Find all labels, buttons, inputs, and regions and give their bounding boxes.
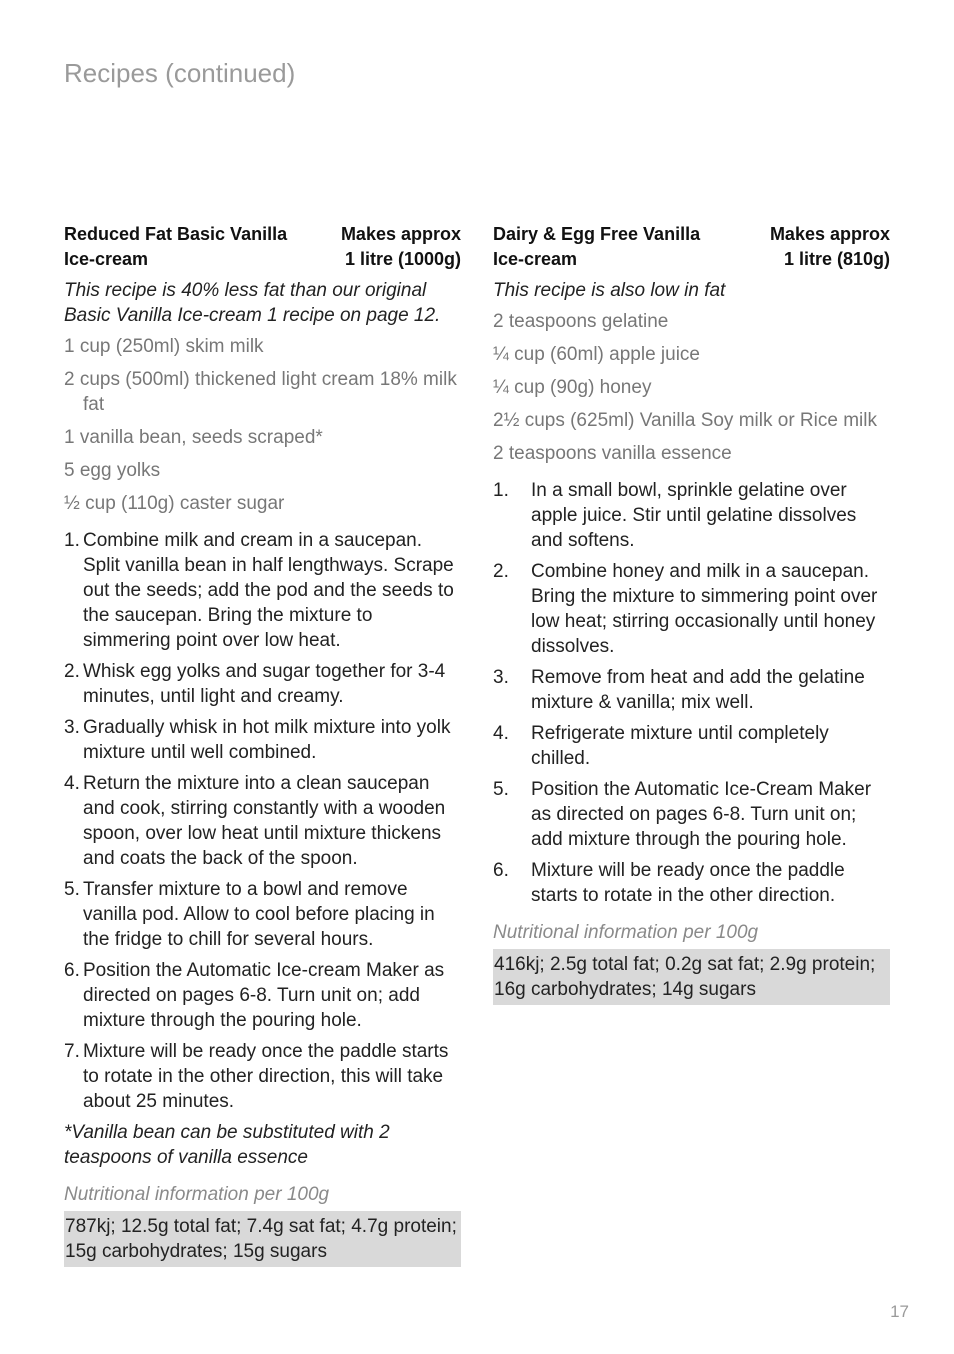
ingredient-item: 5 egg yolks [64,460,161,481]
step-text: Whisk egg yolks and sugar together for 3-4 minutes, until light and creamy. [83,661,446,707]
method-list [493,478,890,908]
step-text: Remove from heat and add the gelatine mixture & vanilla; mix well. [531,667,865,713]
method-step [493,777,890,852]
method-step [64,715,461,765]
step-text: Position the Automatic Ice-cream Maker as directed on pages 6-8. Turn unit on; add mixture through the pouring hole. [83,960,445,1031]
recipe-header [493,222,890,272]
recipe-intro: This recipe is also low in fat [493,280,726,301]
method-step [493,665,890,715]
step-number: 1. [493,480,509,501]
recipe-intro: This recipe is 40% less fat than our original Basic Vanilla Ice-cream 1 recipe on page 12. [64,280,441,326]
step-text: Mixture will be ready once the paddle starts to rotate in the other direction, this will take about 25 minutes. [83,1041,449,1112]
recipe-dairy-egg-free-vanilla [493,222,890,1005]
ingredient-item: ¼ cup (90g) honey [493,377,652,398]
ingredient-item: 2 teaspoons vanilla essence [493,443,732,464]
method-step [64,958,461,1033]
step-number: 4. [64,773,80,794]
nutrition-info: 416kj; 2.5g total fat; 0.2g sat fat; 2.9g protein; 16g carbohydrates; 14g sugars [493,949,890,1005]
step-number: 1. [64,530,80,551]
method-step [64,528,461,653]
method-step [493,478,890,553]
nutrition-label: Nutritional information per 100g [64,1184,330,1205]
method-step [64,1039,461,1114]
step-number: 2. [64,661,80,682]
step-text: Mixture will be ready once the paddle starts to rotate in the other direction. [531,860,845,906]
nutrition-label: Nutritional information per 100g [493,922,759,943]
ingredient-item: 2 cups (500ml) thickened light cream 18% milk fat [64,369,457,415]
step-number: 6. [64,960,80,981]
step-number: 6. [493,860,509,881]
recipe-title: Dairy & Egg Free Vanilla Ice-cream [493,224,701,269]
step-number: 5. [64,879,80,900]
step-number: 5. [493,779,509,800]
ingredient-item: 1 vanilla bean, seeds scraped* [64,427,323,448]
step-text: Refrigerate mixture until completely chilled. [531,723,829,769]
step-text: Gradually whisk in hot milk mixture into yolk mixture until well combined. [83,717,451,763]
step-text: Combine honey and milk in a saucepan. Bring the mixture to simmering point over low heat; stirring occasionally until honey dissolves. [531,561,878,657]
step-number: 3. [64,717,80,738]
method-step [493,858,890,908]
method-list [64,528,461,1114]
recipe-footnote: *Vanilla bean can be substituted with 2 teaspoons of vanilla essence [64,1122,390,1168]
recipe-title: Reduced Fat Basic Vanilla Ice-cream [64,224,288,269]
step-number: 2. [493,561,509,582]
ingredient-item: 2½ cups (625ml) Vanilla Soy milk or Rice milk [493,410,877,431]
ingredient-item: ¼ cup (60ml) apple juice [493,344,700,365]
step-text: Transfer mixture to a bowl and remove vanilla pod. Allow to cool before placing in the fridge to chill for several hours. [83,879,435,950]
method-step [64,877,461,952]
page-number: 17 [890,1302,909,1321]
step-text: Combine milk and cream in a saucepan. Split vanilla bean in half lengthways. Scrape out the seeds; add the pod and the seeds to the saucepan. Bring the mixture to simmering point over low heat. [83,530,454,651]
ingredient-item: 1 cup (250ml) skim milk [64,336,264,357]
step-number: 7. [64,1041,80,1062]
ingredient-item: 2 teaspoons gelatine [493,311,669,332]
nutrition-info: 787kj; 12.5g total fat; 7.4g sat fat; 4.7g protein; 15g carbohydrates; 15g sugars [64,1211,461,1267]
ingredient-list [493,309,890,466]
step-number: 4. [493,723,509,744]
recipe-header [64,222,461,272]
ingredient-item: ½ cup (110g) caster sugar [64,493,285,514]
method-step [493,559,890,659]
recipe-yield: Makes approx 1 litre (1000g) [340,224,461,269]
page-heading: Recipes (continued) [64,58,296,88]
recipe-yield: Makes approx 1 litre (810g) [769,224,890,269]
step-text: In a small bowl, sprinkle gelatine over apple juice. Stir until gelatine dissolves and softens. [531,480,857,551]
method-step [493,721,890,771]
ingredient-list [64,334,461,516]
recipe-reduced-fat-vanilla [64,222,461,1267]
method-step [64,771,461,871]
step-number: 3. [493,667,509,688]
step-text: Return the mixture into a clean saucepan and cook, stirring constantly with a wooden spoon, over low heat until mixture thickens and coats the back of the spoon. [83,773,446,869]
step-text: Position the Automatic Ice-Cream Maker as directed on pages 6-8. Turn unit on; add mixture through the pouring hole. [531,779,872,850]
method-step [64,659,461,709]
